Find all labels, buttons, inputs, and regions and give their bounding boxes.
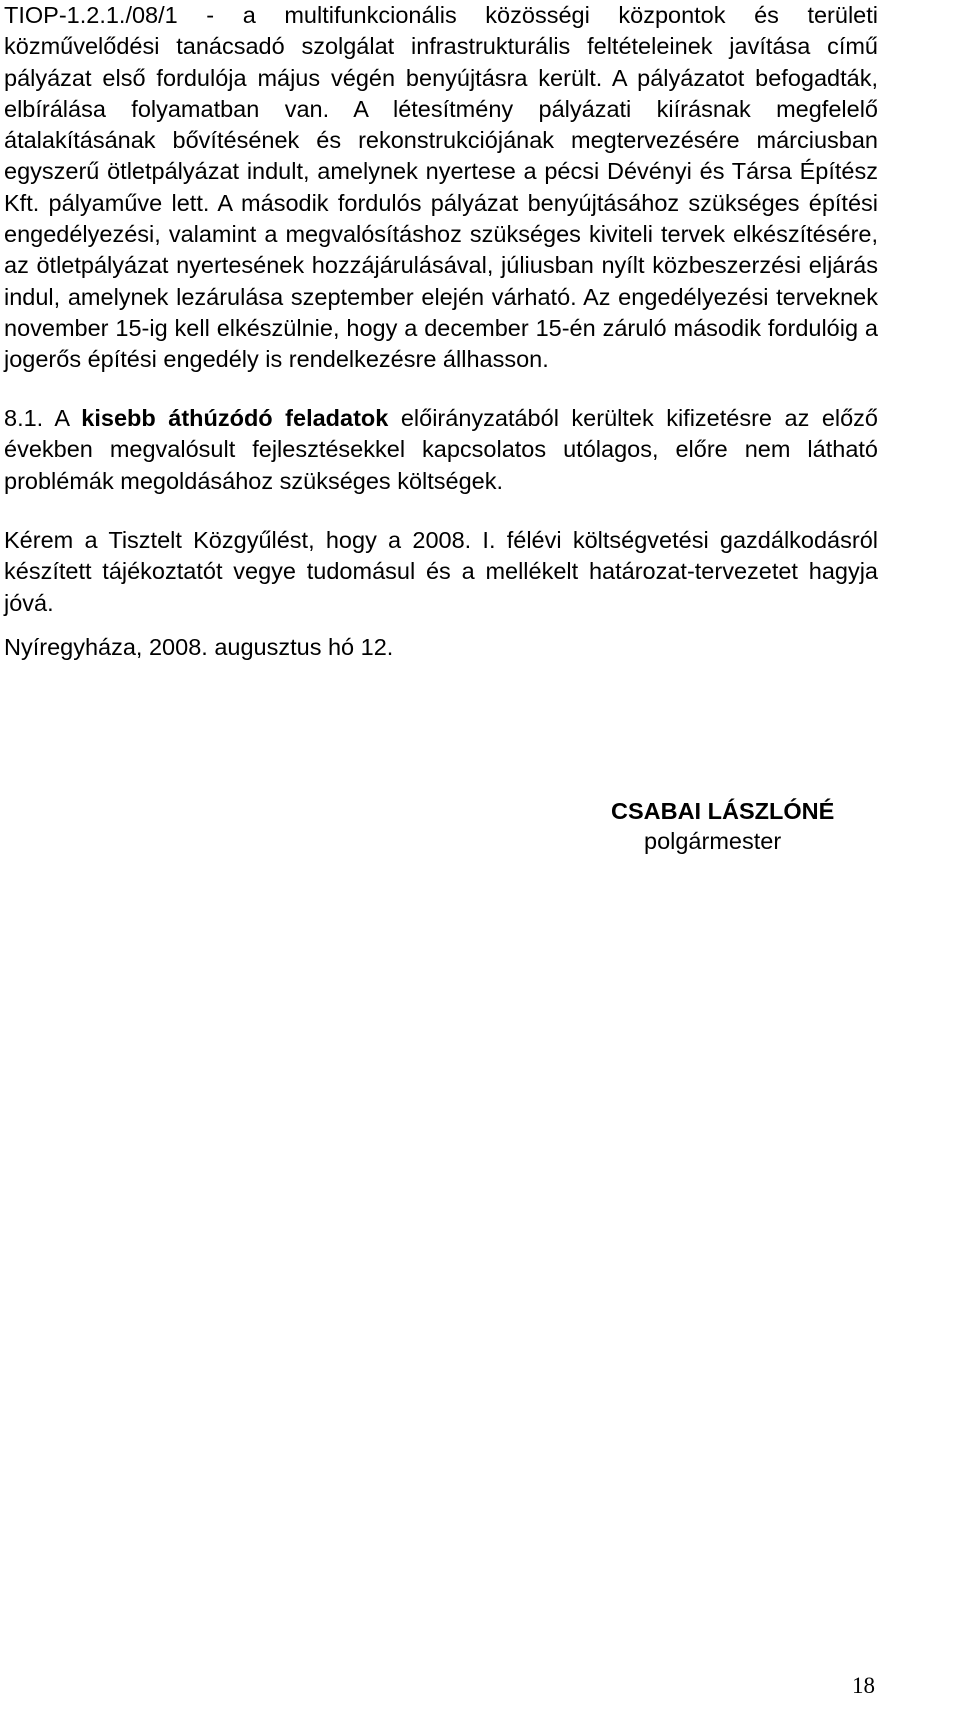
page-number: 18 (852, 1673, 875, 1698)
paragraph-minor-tasks-prefix: 8.1. A (4, 405, 82, 431)
paragraph-tiop-project: TIOP-1.2.1./08/1 - a multifunkcionális közösségi központok és területi közművelődési tanácsadó szolgálat infrastrukturális feltételeinek javítása című pályázat első fordulója május végén benyújtásra került. A pályázatot befogadták, elbírálása folyamatban van. A létesítmény pályázati kiírásnak megfelelő átalakításának bővítésének és rekonstrukciójának megtervezésére márciusban egyszerű ötletpályázat indult, amelynek nyertese a pécsi Dévényi és Társa Építész Kft. pályaműve lett. A második fordulós pályázat benyújtásához szükséges építési engedélyezési, valamint a megvalósításhoz szükséges kiviteli tervek elkészítésére, az ötletpályázat nyertesének hozzájárulásával, júliusban nyílt közbeszerzési eljárás indul, amelynek lezárulása szeptember elején várható. Az engedélyezési terveknek november 15-ig kell elkészülnie, hogy a december 15-én záruló második fordulóig a jogerős építési engedély is rendelkezésre állhasson. (4, 2, 878, 373)
signature-name: CSABAI LÁSZLÓNÉ (611, 798, 835, 824)
place-date: Nyíregyháza, 2008. augusztus hó 12. (4, 634, 394, 660)
paragraph-minor-tasks-bold: kisebb áthúzódó feladatok (81, 405, 389, 431)
paragraph-request: Kérem a Tisztelt Közgyűlést, hogy a 2008. I. félévi költségvetési gazdálkodásról készített tájékoztatót vegye tudomásul és a mellékelt határozat-tervezetet hagyja jóvá. (4, 527, 878, 616)
paragraph-minor-tasks (4, 403, 878, 497)
signature-title: polgármester (644, 828, 782, 854)
paragraph-minor-tasks-suffix: előirányzatából kerültek kifizetésre az előző években megvalósult fejlesztésekkel kapcsolatos utólagos, előre nem látható problémák megoldásához szükséges költségek. (4, 405, 879, 494)
